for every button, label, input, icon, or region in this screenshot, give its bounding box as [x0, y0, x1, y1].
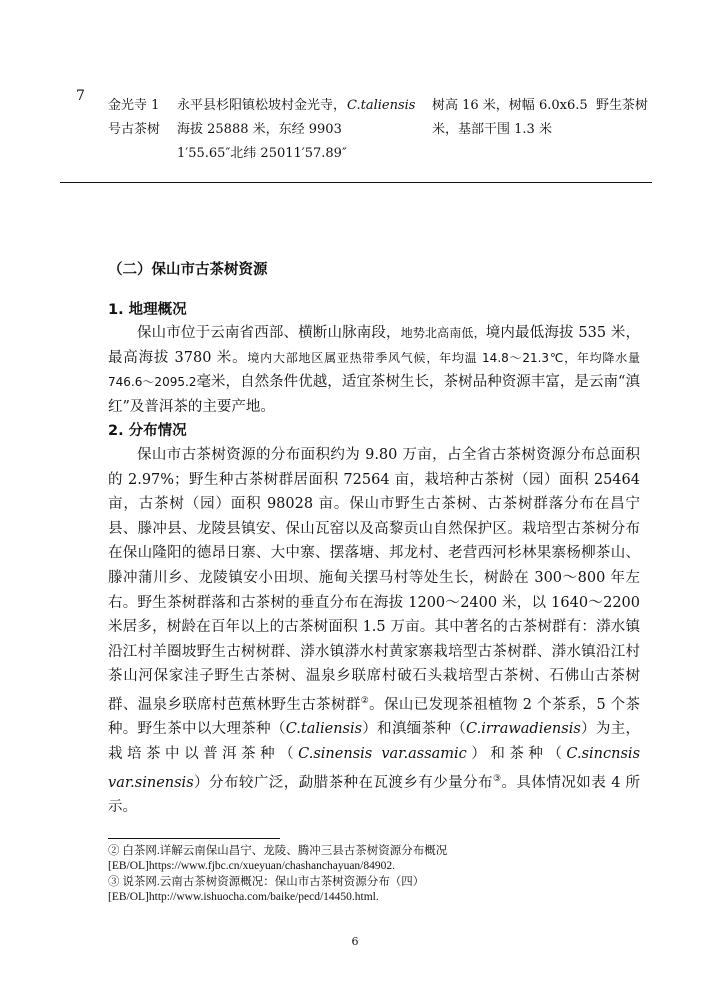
- dist-text-b: 。保山已发现茶祖植物 2 个茶系，5 个茶种。野生茶中以大理茶种（: [108, 696, 641, 738]
- species-taliensis: C.taliensis: [285, 721, 363, 738]
- geo-text-2-small: 境内大部地区属亚热带季风气候，年均温 14.8～21.3℃，年均降水量 746.6～2095.2: [108, 350, 640, 390]
- footnote-3-title: ③ 说茶网.云南古茶树资源概况：保山市古茶树资源分布（四）: [108, 875, 425, 888]
- geography-heading: 1. 地理概况: [108, 302, 187, 318]
- geo-text-3: 毫米，自然条件优越，适宜茶树生长，茶树品种资源丰富，是云南“滇红”及普洱茶的主要产地。: [108, 374, 640, 415]
- species-irrawadiensis: C.irrawadiensis: [466, 721, 581, 738]
- geo-text-1-small: 地势北高南低，: [400, 326, 486, 340]
- footnote-separator: [108, 838, 280, 839]
- dist-text-d: ）为主，栽培茶中以普洱茶种（: [108, 721, 641, 762]
- dist-text-f: ）分布较广泛，勐腊茶种在瓦渡乡有少量分布: [193, 774, 494, 791]
- tree-type-cell: 野生茶树: [596, 98, 649, 113]
- table-bottom-rule: [60, 182, 652, 183]
- distribution-heading: 2. 分布情况: [108, 423, 187, 439]
- footnote-ref-2[interactable]: ②: [360, 695, 370, 706]
- geo-text-1: 保山市位于云南省西部、横断山脉南段，: [137, 325, 401, 341]
- dist-text-a: 保山市古茶树资源的分布面积约为 9.80 万亩，占全省古茶树资源分布总面积的 2.97%；野生种古茶树群居面积 72564 亩，栽培种古茶树（园）面积 25464 亩，古茶树（园）面积 98028 亩。保山市野生古茶树、古茶树群落分布在昌宁县、滕冲县、龙陵县镇安、保山瓦窑以及高黎贡山自然保护区。栽培型古茶树分布在保山隆阳的德昂日寨、大中寨、摆落塘、邦龙村、老营西河杉林果寨杨柳茶山、滕冲蒲川乡、龙陵镇安小田坝、施甸关摆马村等处生长，树龄在 300～800 年左右。野生茶树群落和古茶树的垂直分布在海拔 1200～2400 米，以 1640～2200 米居多，树龄在百年以上的古茶树面积 1.5 万亩。其中著名的古茶树群有：漭水镇沿江村羊圈坡野生古树树群、漭水镇漭水村黄家寨栽培型古茶树群、漭水镇沿江村茶山河保家洼子野生古茶树、温泉乡联席村破石头栽培型古茶树、石佛山古茶树群、温泉乡联席村芭蕉林野生古茶树群: [108, 447, 640, 713]
- dist-text-c: ）和滇缅茶种（: [362, 721, 467, 738]
- dist-text-e: ）和茶种（: [466, 745, 567, 762]
- geo-text-2: 境内最低海拔 535 米，最高海拔 3780 米。: [108, 325, 640, 366]
- tree-species-cell: C.taliensis: [347, 98, 416, 113]
- tree-name-cell: 金光寺 1 号古茶树: [108, 98, 161, 137]
- footnote-ref-3[interactable]: ③: [493, 773, 502, 784]
- tree-size-cell: 树高 16 米，树幅 6.0x6.5 米，基部干围 1.3 米: [432, 98, 588, 137]
- footnote-2-title: ② 白茶网.详解云南保山昌宁、龙陵、腾冲三县古茶树资源分布概况: [108, 845, 448, 857]
- distribution-paragraph: [108, 443, 640, 820]
- section-title: （二）保山市古茶树资源: [108, 262, 268, 278]
- species-sinensis: C.sincnsis var.sinensis: [108, 745, 641, 791]
- footnote-2-url[interactable]: [EB/OL]https://www.fjbc.cn/xueyuan/chashanchayuan/84902.: [108, 860, 396, 873]
- species-assamica: C.sinensis var.assamic: [298, 745, 467, 762]
- geography-paragraph: [108, 321, 640, 419]
- dist-text-g: 。具体情况如表 4 所示。: [108, 774, 640, 815]
- tree-location-cell: 永平县杉阳镇松坡村金光寺，海拔 25888 米，东经 99031′55.65″北纬 25011′57.89″: [177, 98, 347, 161]
- footnotes: [108, 844, 608, 905]
- table-row-number: 7: [76, 88, 85, 104]
- footnote-3-url[interactable]: [EB/OL]http://www.ishuocha.com/baike/pecd/14450.html.: [108, 890, 379, 903]
- page-number: 6: [351, 935, 359, 948]
